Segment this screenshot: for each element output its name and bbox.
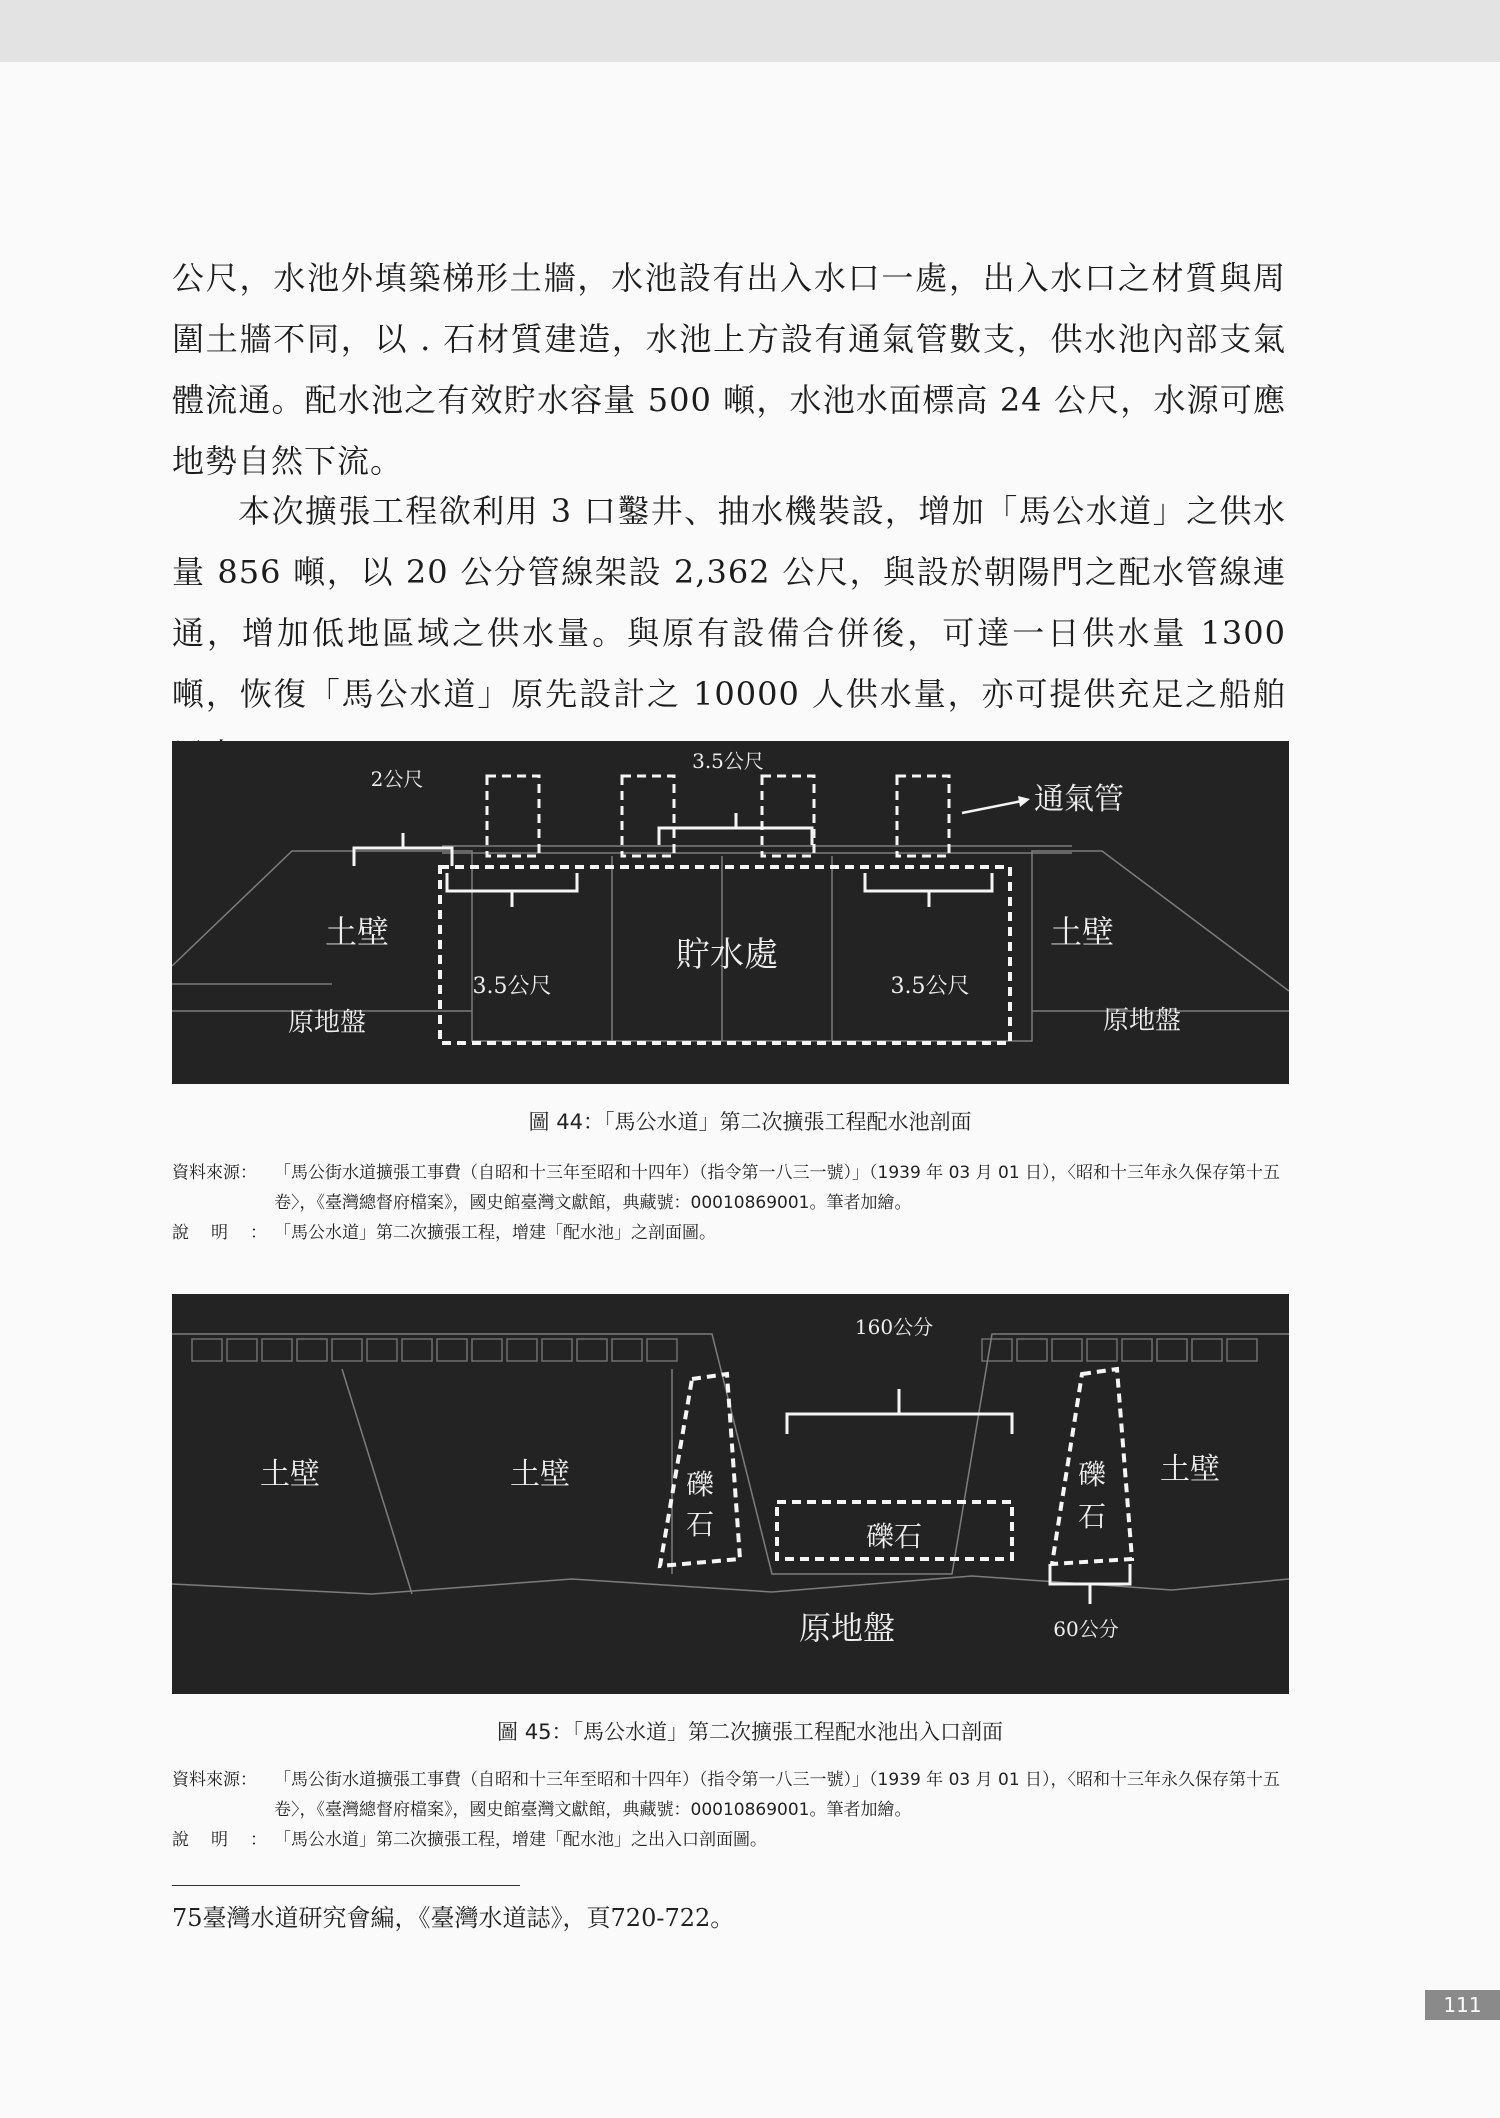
figure-44-drawing [172, 741, 1289, 1084]
fig45-label-gravel-center: 礫石 [865, 1520, 923, 1553]
fig44-note-label: 說明： [172, 1223, 289, 1243]
fig44-label-right-width: 3.5公尺 [890, 974, 970, 999]
fig45-label-earth-wall-1: 土壁 [260, 1457, 320, 1492]
footnote-divider [172, 1885, 520, 1886]
body-paragraph-1 [172, 248, 1286, 492]
fig44-label-earth-wall-right: 土壁 [1049, 913, 1115, 951]
fig44-label-ground-right: 原地盤 [1102, 1006, 1182, 1036]
fig44-label-storage: 貯水處 [676, 935, 778, 975]
figure-44-source [172, 1158, 1292, 1248]
fig45-note-label: 說明： [172, 1830, 289, 1850]
fig45-gravel-left-char1: 礫 [685, 1468, 715, 1501]
fig45-label-160cm: 160公分 [854, 1315, 934, 1339]
fig45-note-text: 「馬公水道」第二次擴張工程，增建「配水池」之出入口剖面圖。 [274, 1830, 767, 1850]
figure-45-caption: 圖 45：「馬公水道」第二次擴張工程配水池出入口剖面 [497, 1720, 1003, 1744]
body-paragraph-1-text: 公尺，水池外填築梯形土牆，水池設有出入水口一處，出入水口之材質與周圍土牆不同，以 . 石材質建造，水池上方設有通氣管數支，供水池內部支氣體流通。配水池之有效貯水容量 500 噸，水池水面標高 24 公尺，水源可應地勢自然下流。 [172, 259, 1286, 480]
fig44-source-text: 「馬公街水道擴張工事費（自昭和十三年至昭和十四年）（指令第一八三一號）」（1939 年 03 月 01 日），〈昭和十三年永久保存第十五卷〉，《臺灣總督府檔案》，國史館臺灣文獻館，典藏號：00010869001。筆者加繪。 [274, 1163, 1281, 1213]
fig44-label-earth-wall-left: 土壁 [324, 913, 390, 951]
figure-44-caption: 圖 44：「馬公水道」第二次擴張工程配水池剖面 [528, 1110, 972, 1134]
fig44-source-label: 資料來源： [172, 1163, 257, 1183]
fig45-label-earth-wall-2: 土壁 [510, 1457, 570, 1492]
scan-top-band [0, 0, 1500, 62]
fig45-source-text: 「馬公街水道擴張工事費（自昭和十三年至昭和十四年）（指令第一八三一號）」（1939 年 03 月 01 日），〈昭和十三年永久保存第十五卷〉，《臺灣總督府檔案》，國史館臺灣文獻館，典藏號：00010869001。筆者加繪。 [274, 1770, 1281, 1820]
fig45-gravel-right-char1: 礫 [1077, 1458, 1107, 1491]
fig45-gravel-right-char2: 石 [1077, 1500, 1107, 1533]
body-paragraph-2-text: 本次擴張工程欲利用 3 口鑿井、抽水機裝設，增加「馬公水道」之供水量 856 噸，以 20 公分管線架設 2,362 公尺，與設於朝陽門之配水管線連通，增加低地區域之供水量。與原有設備合併後，可達一日供水量 1300 噸，恢復「馬公水道」原先設計之 10000 人供水量，亦可提供充足之船舶 [172, 492, 1286, 713]
fig44-label-2m: 2公尺 [370, 767, 424, 791]
fig45-label-ground: 原地盤 [798, 1609, 896, 1647]
fig44-label-top-width: 3.5公尺 [692, 749, 764, 773]
fig45-label-60cm: 60公分 [1053, 1617, 1119, 1641]
page-number: 111 [1425, 1990, 1500, 2020]
fig44-note-text: 「馬公水道」第二次擴張工程，增建「配水池」之剖面圖。 [274, 1223, 716, 1243]
figure-45-inlet-section [172, 1294, 1289, 1694]
figure-44-reservoir-section [172, 741, 1289, 1084]
figure-45-drawing [172, 1294, 1289, 1694]
fig45-gravel-left-char2: 石 [685, 1508, 715, 1541]
fig44-label-vent-pipe: 通氣管 [1034, 782, 1124, 817]
footnote-75: 75臺灣水道研究會編，《臺灣水道誌》，頁720-722。 [172, 1904, 735, 1932]
fig45-source-label: 資料來源： [172, 1770, 257, 1790]
fig44-label-left-width: 3.5公尺 [472, 974, 552, 999]
fig44-label-ground-left: 原地盤 [287, 1008, 367, 1038]
fig45-label-earth-wall-3: 土壁 [1160, 1452, 1220, 1487]
figure-45-source [172, 1765, 1292, 1855]
